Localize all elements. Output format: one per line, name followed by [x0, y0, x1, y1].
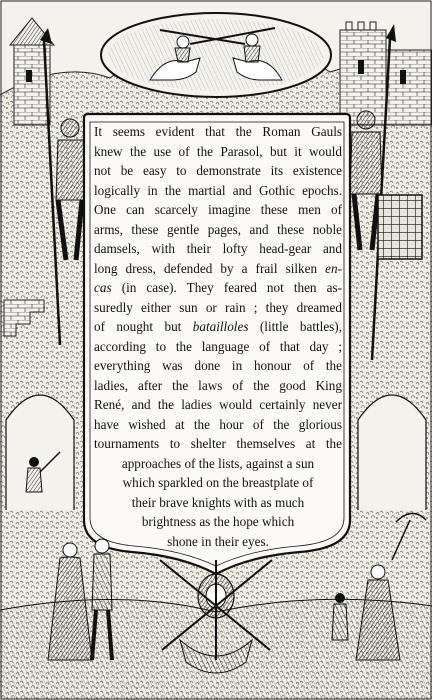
passage-line: cas (in case). They feared not then as- — [94, 280, 342, 295]
portcullis-icon — [378, 195, 422, 259]
passage-line: It seems evident that the Roman Gauls — [94, 124, 342, 139]
passage-line: of nought but batailloles (little battles), — [94, 319, 342, 334]
italic-word: en- — [325, 260, 343, 276]
italic-word: cas — [94, 280, 112, 295]
passage-line: have wished at the hour of the glorious — [94, 416, 342, 432]
passage-line: arms, these gentle pages, and these noble — [94, 221, 342, 237]
passage-line: knew the use of the Parasol, but it would — [94, 143, 342, 159]
passage-paragraph — [94, 122, 342, 551]
passage-line: damsels, with their lofty head-gear and — [94, 241, 342, 256]
passage-line: their brave knights with as much — [131, 494, 305, 510]
passage-line: not be easy to demonstrate its existence — [94, 163, 342, 178]
passage-line: brightness as the hope which — [141, 514, 295, 529]
passage-line: shone in their eyes. — [167, 533, 269, 549]
passage-line: suredly either sun or rain ; they dreamed — [94, 299, 342, 315]
passage-line: logically in the martial and Gothic epochs. — [94, 182, 342, 198]
passage-line: René, and the ladies would certainly never — [94, 397, 342, 412]
passage-line: tournaments to shelter themselves at the — [94, 436, 342, 451]
passage-line: according to the language of that day ; — [94, 338, 342, 354]
passage-line: long dress, defended by a frail silken en- — [94, 260, 343, 276]
passage-line: ladies, after the laws of the good King — [94, 377, 342, 393]
passage-line: approaches of the lists, against a sun — [121, 455, 315, 471]
passage-text — [92, 122, 344, 551]
passage-line: which sparkled on the breastplate of — [122, 475, 314, 490]
passage-line: everything was done in honour of the — [94, 358, 342, 373]
jousting-banner-icon — [101, 13, 331, 97]
passage-line: One can scarcely imagine these men of — [94, 202, 342, 217]
italic-word: batailloles — [192, 319, 249, 334]
